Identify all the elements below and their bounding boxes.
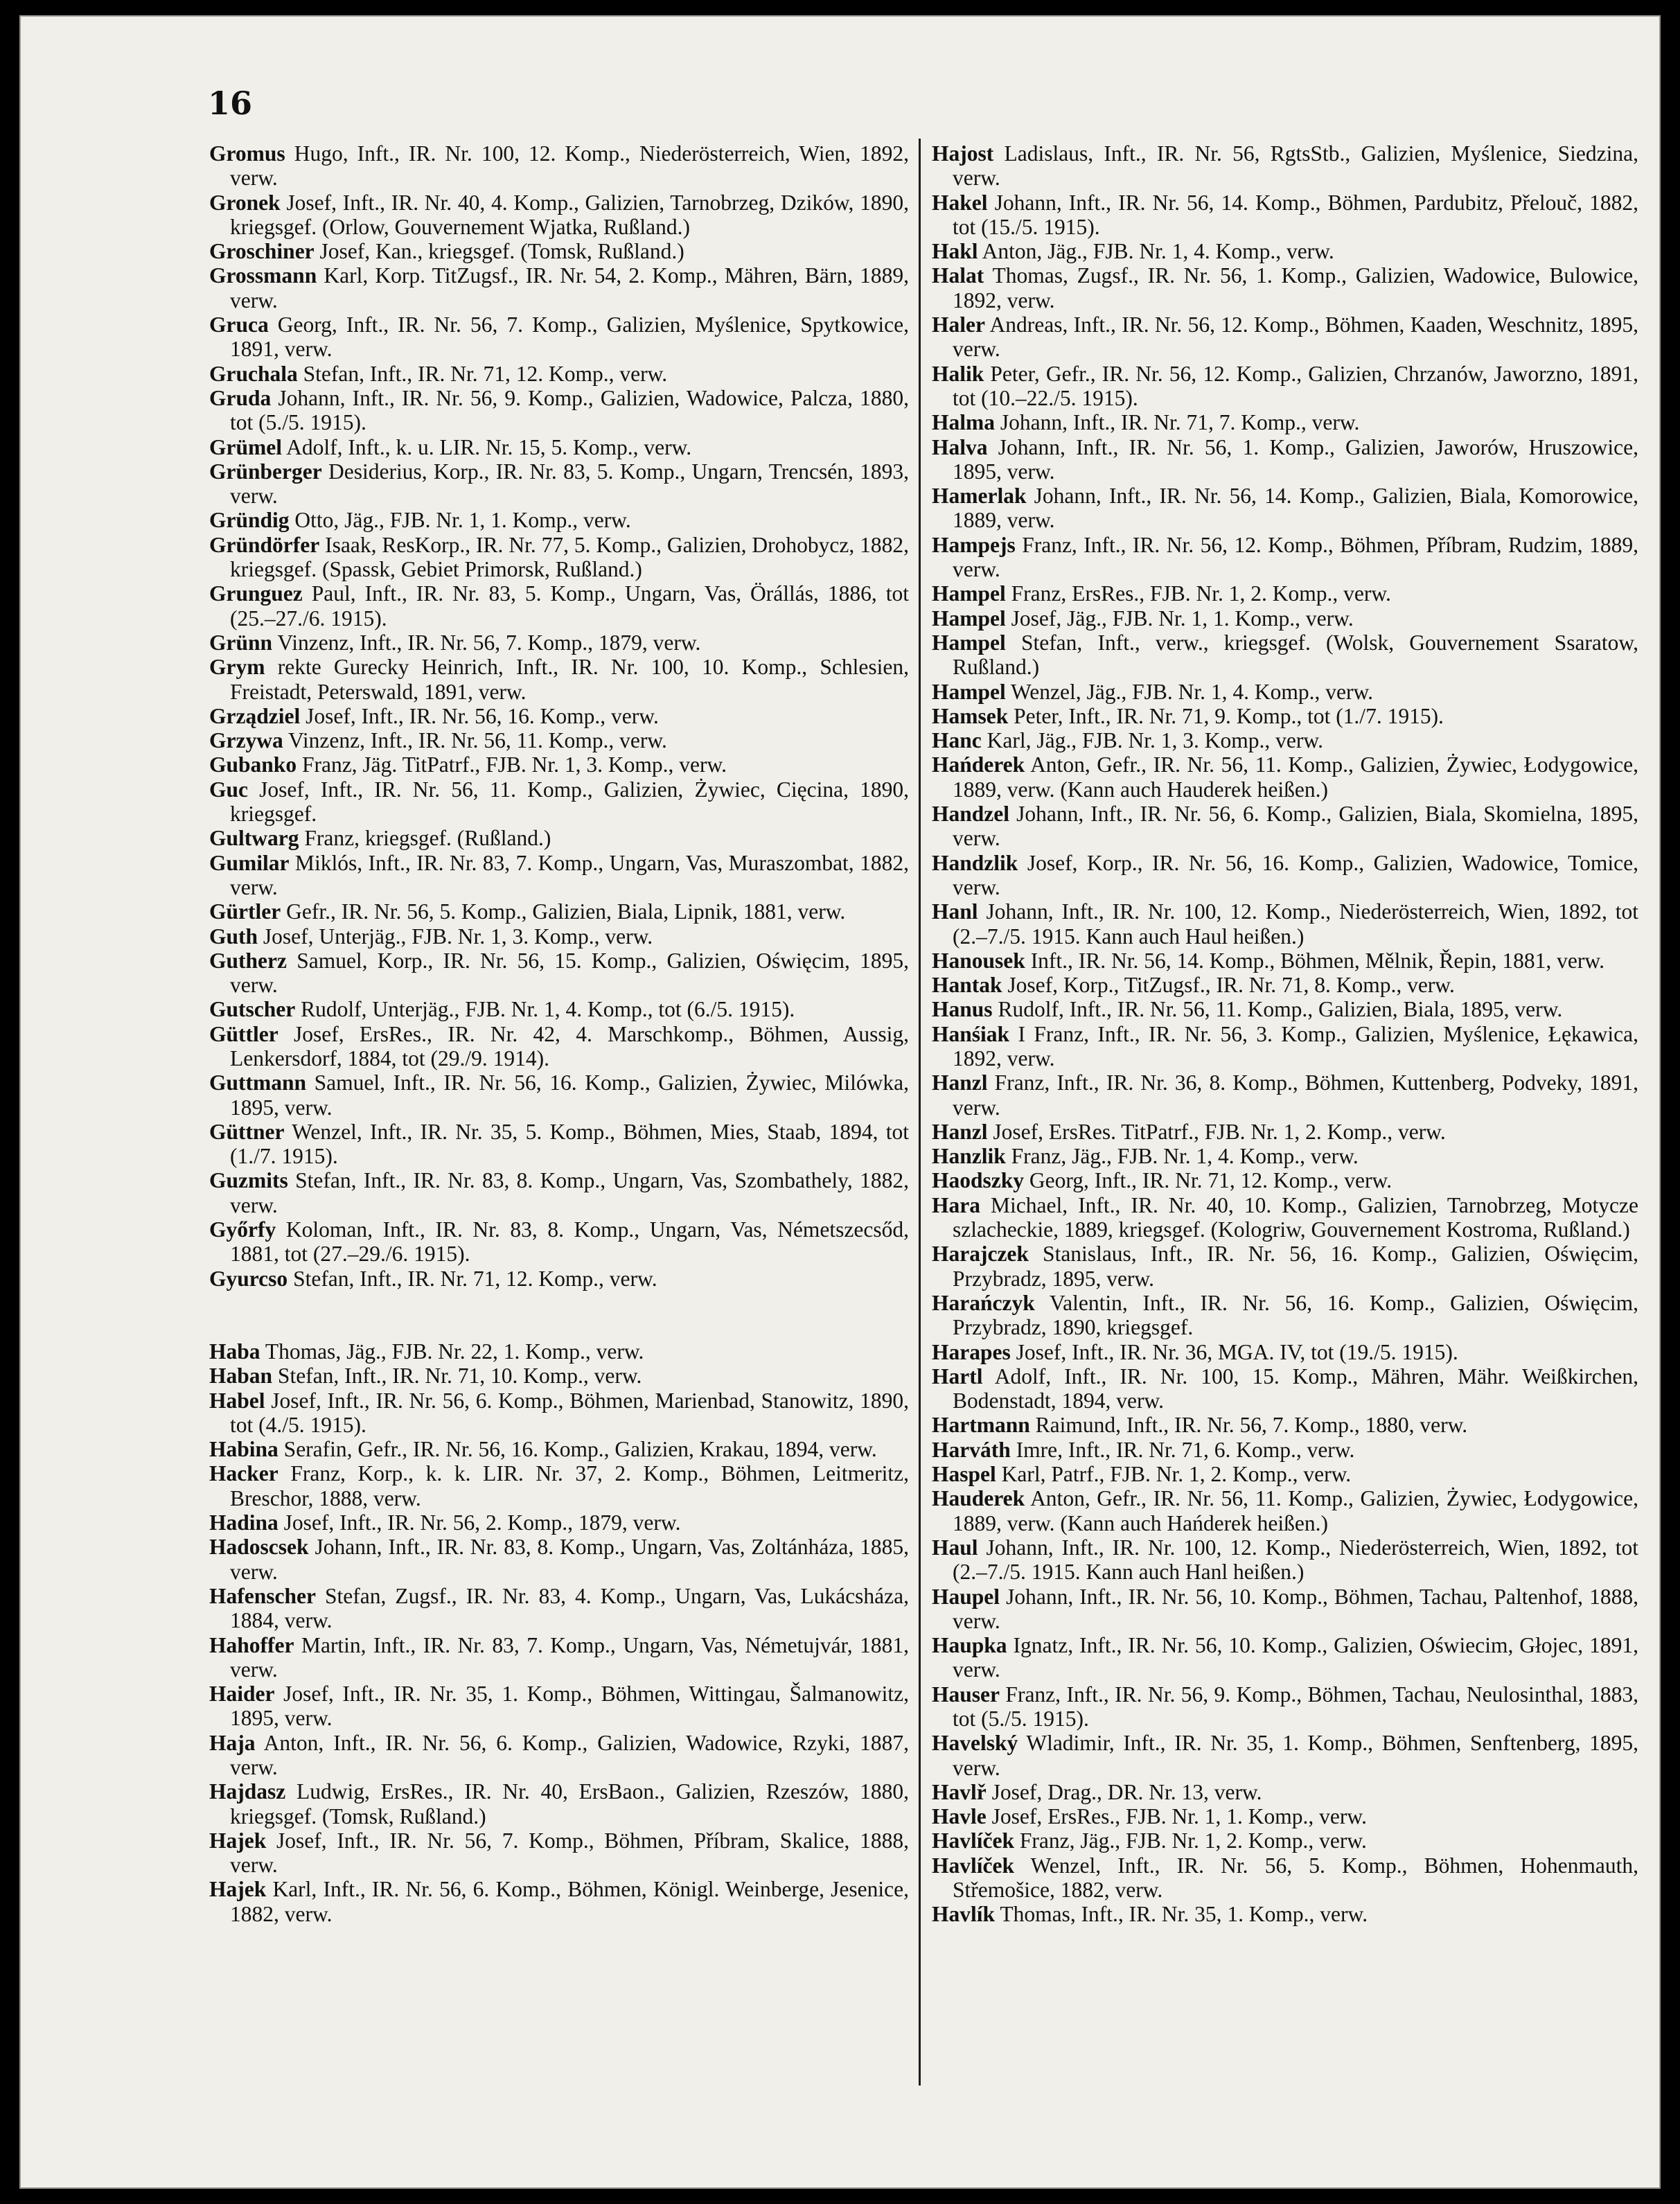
entry-surname: Hajek — [209, 1828, 267, 1853]
entry-surname: Hafenscher — [209, 1583, 316, 1608]
entry-surname: Hajek — [209, 1877, 267, 1902]
entry-surname: Güttler — [209, 1021, 278, 1046]
entry-surname: Hampejs — [932, 532, 1016, 557]
entry-details: Franz, ErsRes., FJB. Nr. 1, 2. Komp., verw. — [1005, 581, 1391, 606]
roster-entry — [209, 435, 909, 459]
roster-entry — [932, 899, 1638, 949]
roster-entry — [209, 631, 909, 655]
roster-entry — [932, 1804, 1638, 1828]
roster-entry — [932, 1828, 1638, 1853]
roster-entry — [932, 1902, 1638, 1926]
entry-details: Imre, Inft., IR. Nr. 71, 6. Komp., verw. — [1010, 1437, 1355, 1462]
entry-surname: Havlíček — [932, 1853, 1014, 1878]
entry-surname: Gromus — [209, 141, 285, 166]
entry-details: Josef, Drag., DR. Nr. 13, verw. — [986, 1779, 1262, 1804]
entry-surname: Haja — [209, 1730, 256, 1755]
roster-entry — [932, 1585, 1638, 1634]
roster-entry — [209, 728, 909, 752]
entry-surname: Havlík — [932, 1902, 996, 1927]
entry-details: Ladislaus, Inft., IR. Nr. 56, RgtsStb., Galizien, Myślenice, Siedzina, verw. — [953, 141, 1638, 191]
entry-details: Johann, Inft., IR. Nr. 100, 12. Komp., Niederösterreich, Wien, 1892, tot (2.–7./5. 1915. Kann auch Haul heißen.) — [953, 899, 1638, 949]
entry-details: Karl, Inft., IR. Nr. 56, 6. Komp., Böhmen, Königl. Weinberge, Jesenice, 1882, verw. — [230, 1877, 909, 1926]
roster-entry — [932, 1291, 1638, 1340]
entry-surname: Hampel — [932, 630, 1006, 655]
entry-surname: Grossmann — [209, 263, 317, 288]
roster-entry — [209, 362, 909, 386]
roster-entry — [932, 973, 1638, 997]
entry-surname: Hanzlik — [932, 1144, 1006, 1169]
entry-details: Josef, Inft., IR. Nr. 56, 16. Komp., verw. — [300, 703, 659, 728]
entry-details: Wenzel, Jäg., FJB. Nr. 1, 4. Komp., verw. — [1005, 679, 1374, 704]
roster-entry — [209, 1633, 909, 1682]
entry-surname: Haler — [932, 312, 985, 337]
entry-details: Stefan, Inft., IR. Nr. 71, 10. Komp., verw. — [272, 1364, 642, 1388]
roster-entry — [209, 386, 909, 435]
entry-details: Franz, Jäg., FJB. Nr. 1, 2. Komp., verw. — [1014, 1828, 1367, 1853]
roster-entry — [932, 435, 1638, 484]
entry-surname: Handzel — [932, 802, 1010, 827]
roster-entry — [209, 1120, 909, 1169]
roster-entry — [209, 263, 909, 312]
roster-entry — [209, 1168, 909, 1217]
entry-surname: Havlř — [932, 1779, 987, 1804]
roster-entry — [932, 1780, 1638, 1804]
roster-entry — [932, 484, 1638, 533]
entry-details: Josef, Unterjäg., FJB. Nr. 1, 3. Komp., verw. — [258, 924, 653, 949]
roster-entry — [209, 1828, 909, 1878]
entry-details: Franz, Korp., k. k. LIR. Nr. 37, 2. Komp., Böhmen, Leitmeritz, Breschor, 1888, verw. — [230, 1461, 909, 1510]
roster-entry — [209, 312, 909, 362]
entry-details: Anton, Gefr., IR. Nr. 56, 11. Komp., Galizien, Żywiec, Łodygowice, 1889, verw. (Kann auch Hauderek heißen.) — [953, 752, 1638, 802]
entry-surname: Groschiner — [209, 239, 315, 264]
entry-details: Johann, Inft., IR. Nr. 56, 9. Komp., Galizien, Wadowice, Palcza, 1880, tot (5./5. 1915). — [230, 385, 909, 435]
roster-entry — [209, 1339, 909, 1364]
roster-entry — [932, 704, 1638, 728]
entry-details: Valentin, Inft., IR. Nr. 56, 16. Komp., Galizien, Oświęcim, Przybradz, 1890, kriegsgef. — [953, 1290, 1638, 1340]
entry-surname: Hampel — [932, 581, 1006, 606]
entry-details: Thomas, Inft., IR. Nr. 35, 1. Komp., verw. — [995, 1902, 1368, 1927]
entry-details: Anton, Inft., IR. Nr. 56, 6. Komp., Galizien, Wadowice, Rzyki, 1887, verw. — [230, 1730, 909, 1779]
roster-entry — [932, 1193, 1638, 1242]
entry-details: Johann, Inft., IR. Nr. 100, 12. Komp., Niederösterreich, Wien, 1892, tot (2.–7./5. 1915. Kann auch Hanl heißen.) — [953, 1535, 1638, 1585]
entry-surname: Hanzl — [932, 1119, 988, 1144]
entry-details: Anton, Jäg., FJB. Nr. 1, 4. Komp., verw. — [978, 239, 1334, 264]
roster-entry — [932, 1070, 1638, 1120]
entry-details: Peter, Inft., IR. Nr. 71, 9. Komp., tot (1./7. 1915). — [1008, 703, 1444, 728]
roster-entry — [209, 239, 909, 263]
entry-surname: Grządziel — [209, 703, 301, 728]
entry-surname: Havlíček — [932, 1828, 1014, 1853]
entry-surname: Hanousek — [932, 948, 1025, 973]
entry-surname: Hamsek — [932, 703, 1009, 728]
entry-details: Josef, Inft., IR. Nr. 56, 6. Komp., Böhmen, Marienbad, Stanowitz, 1890, tot (4./5. 1915). — [230, 1388, 909, 1437]
roster-entry — [209, 704, 909, 728]
entry-surname: Haul — [932, 1535, 978, 1560]
roster-entry — [932, 1535, 1638, 1585]
entry-surname: Hartmann — [932, 1413, 1030, 1438]
entry-details: Franz, Inft., IR. Nr. 56, 9. Komp., Böhmen, Tachau, Neulosinthal, 1883, tot (5./5. 1915). — [953, 1682, 1638, 1731]
entry-surname: Hanl — [932, 899, 978, 924]
entry-surname: Habel — [209, 1388, 265, 1413]
roster-entry — [209, 924, 909, 949]
entry-surname: Halik — [932, 361, 984, 386]
roster-entry — [932, 752, 1638, 802]
entry-surname: Handzlik — [932, 850, 1018, 875]
roster-entry — [932, 949, 1638, 973]
entry-surname: Gultwarg — [209, 826, 299, 851]
roster-entry — [209, 141, 909, 191]
entry-surname: Harváth — [932, 1437, 1011, 1462]
entry-surname: Habina — [209, 1437, 278, 1462]
entry-details: Koloman, Inft., IR. Nr. 83, 8. Komp., Ungarn, Vas, Németszecsőd, 1881, tot (27.–29./6. 1915). — [230, 1217, 909, 1267]
entry-details: Adolf, Inft., k. u. LIR. Nr. 15, 5. Komp., verw. — [281, 434, 692, 459]
roster-entry — [209, 459, 909, 509]
entry-details: I Franz, Inft., IR. Nr. 56, 3. Komp., Galizien, Myślenice, Łękawica, 1892, verw. — [953, 1021, 1638, 1070]
roster-entry — [932, 1242, 1638, 1291]
entry-details: Otto, Jäg., FJB. Nr. 1, 1. Komp., verw. — [289, 508, 631, 533]
entry-surname: Grzywa — [209, 728, 283, 753]
entry-details: Inft., IR. Nr. 56, 14. Komp., Böhmen, Mělnik, Řepin, 1881, verw. — [1025, 948, 1604, 973]
roster-entry — [932, 1486, 1638, 1535]
roster-entry — [932, 1022, 1638, 1071]
roster-entry — [932, 191, 1638, 240]
entry-details: Johann, Inft., IR. Nr. 56, 6. Komp., Galizien, Biala, Skomielna, 1895, verw. — [953, 802, 1638, 851]
entry-surname: Hanc — [932, 728, 982, 753]
register-page — [19, 15, 1661, 2189]
entry-surname: Hahoffer — [209, 1632, 294, 1657]
right-column — [932, 141, 1638, 1927]
entry-surname: Grünn — [209, 630, 273, 655]
entry-details: Rudolf, Unterjäg., FJB. Nr. 1, 4. Komp., tot (6./5. 1915). — [295, 997, 795, 1022]
entry-details: Stefan, Inft., IR. Nr. 83, 8. Komp., Ungarn, Vas, Szombathely, 1882, verw. — [230, 1168, 909, 1217]
entry-details: Josef, Kan., kriegsgef. (Tomsk, Rußland.) — [314, 239, 684, 264]
entry-details: Josef, Inft., IR. Nr. 36, MGA. IV, tot (19./5. 1915). — [1010, 1339, 1458, 1364]
entry-details: Wenzel, Inft., IR. Nr. 56, 5. Komp., Böhmen, Hohenmauth, Střemošice, 1882, verw. — [953, 1853, 1638, 1903]
roster-entry — [209, 752, 909, 777]
page-number: 16 — [208, 85, 253, 122]
entry-details: Stefan, Zugsf., IR. Nr. 83, 4. Komp., Ungarn, Vas, Lukácsháza, 1884, verw. — [230, 1583, 909, 1633]
entry-surname: Guth — [209, 924, 258, 949]
entry-surname: Gyurcso — [209, 1266, 288, 1291]
roster-entry — [209, 1877, 909, 1926]
entry-surname: Hadina — [209, 1510, 278, 1535]
entry-surname: Haupel — [932, 1584, 1000, 1609]
roster-entry — [932, 1462, 1638, 1486]
roster-entry — [932, 680, 1638, 704]
entry-surname: Haban — [209, 1364, 273, 1388]
roster-entry — [209, 1682, 909, 1731]
entry-surname: Guc — [209, 777, 249, 802]
entry-surname: Havelský — [932, 1731, 1018, 1756]
roster-entry — [932, 312, 1638, 362]
entry-surname: Hanus — [932, 997, 993, 1022]
roster-entry — [209, 1267, 909, 1291]
entry-details: Johann, Inft., IR. Nr. 56, 1. Komp., Galizien, Jaworów, Hruszowice, 1895, verw. — [953, 434, 1638, 484]
entry-surname: Halma — [932, 410, 995, 435]
entry-details: Martin, Inft., IR. Nr. 83, 7. Komp., Ungarn, Vas, Németujvár, 1881, verw. — [230, 1632, 909, 1682]
entry-details: Johann, Inft., IR. Nr. 71, 7. Komp., verw. — [995, 410, 1360, 435]
entry-surname: Haupka — [932, 1633, 1007, 1658]
entry-details: Franz, Jäg., FJB. Nr. 1, 4. Komp., verw. — [1005, 1144, 1359, 1169]
entry-details: Josef, Jäg., FJB. Nr. 1, 1. Komp., verw. — [1005, 606, 1354, 631]
roster-entry — [932, 263, 1638, 312]
entry-details: Johann, Inft., IR. Nr. 56, 14. Komp., Böhmen, Pardubitz, Přelouč, 1882, tot (15./5. 1915). — [953, 190, 1638, 239]
roster-entry — [932, 410, 1638, 434]
entry-surname: Grym — [209, 655, 265, 680]
entry-surname: Hantak — [932, 973, 1002, 998]
roster-entry — [932, 1731, 1638, 1780]
entry-surname: Hanzl — [932, 1070, 988, 1095]
roster-entry — [932, 1413, 1638, 1437]
roster-entry — [932, 1682, 1638, 1731]
entry-surname: Guzmits — [209, 1168, 288, 1193]
entry-surname: Güttner — [209, 1119, 285, 1144]
entry-surname: Grünberger — [209, 459, 322, 484]
section-h-entries — [209, 1339, 909, 1926]
entry-details: Josef, Korp., TitZugsf., IR. Nr. 71, 8. Komp., verw. — [1002, 973, 1455, 998]
roster-entry — [932, 581, 1638, 606]
roster-entry — [932, 1438, 1638, 1462]
entry-details: Samuel, Inft., IR. Nr. 56, 16. Komp., Galizien, Żywiec, Milówka, 1895, verw. — [230, 1070, 909, 1120]
roster-entry — [932, 802, 1638, 851]
entry-surname: Gumilar — [209, 850, 290, 875]
roster-entry — [209, 1364, 909, 1388]
roster-entry — [932, 1340, 1638, 1364]
roster-entry — [209, 777, 909, 827]
entry-details: Wladimir, Inft., IR. Nr. 35, 1. Komp., Böhmen, Senftenberg, 1895, verw. — [953, 1731, 1638, 1780]
entry-surname: Haba — [209, 1339, 260, 1364]
entry-surname: Hakl — [932, 239, 978, 264]
left-column — [209, 141, 909, 1926]
entry-surname: Gronek — [209, 190, 281, 215]
entry-surname: Gürtler — [209, 899, 281, 924]
entry-surname: Hańderek — [932, 752, 1025, 777]
roster-entry — [209, 1461, 909, 1510]
roster-entry — [932, 239, 1638, 263]
roster-entry — [209, 581, 909, 631]
roster-entry — [932, 362, 1638, 411]
entry-surname: Guttmann — [209, 1070, 307, 1095]
entry-surname: Gründig — [209, 508, 290, 533]
roster-entry — [932, 1853, 1638, 1903]
roster-entry — [932, 997, 1638, 1021]
entry-details: Franz, Jäg. TitPatrf., FJB. Nr. 1, 3. Komp., verw. — [297, 752, 727, 777]
entry-details: Stanislaus, Inft., IR. Nr. 56, 16. Komp., Galizien, Oświęcim, Przybradz, 1895, verw. — [953, 1242, 1638, 1291]
entry-surname: Gutscher — [209, 997, 296, 1022]
roster-entry — [932, 141, 1638, 191]
entry-details: Rudolf, Inft., IR. Nr. 56, 11. Komp., Galizien, Biala, 1895, verw. — [992, 997, 1563, 1022]
entry-surname: Halat — [932, 263, 984, 288]
roster-entry — [209, 1731, 909, 1780]
entry-details: Vinzenz, Inft., IR. Nr. 56, 7. Komp., 1879, verw. — [272, 630, 701, 655]
entry-details: Gefr., IR. Nr. 56, 5. Komp., Galizien, Biala, Lipnik, 1881, verw. — [281, 899, 846, 924]
entry-details: Josef, Inft., IR. Nr. 40, 4. Komp., Galizien, Tarnobrzeg, Dzików, 1890, kriegsgef. (Orlow, Gouvernement Wjatka, Rußland.) — [230, 190, 909, 239]
entry-details: Franz, Inft., IR. Nr. 56, 12. Komp., Böhmen, Příbram, Rudzim, 1889, verw. — [953, 532, 1638, 582]
right-column-entries — [932, 141, 1638, 1927]
roster-entry — [932, 631, 1638, 680]
roster-entry — [209, 508, 909, 532]
entry-details: Georg, Inft., IR. Nr. 71, 12. Komp., verw. — [1024, 1168, 1392, 1193]
roster-entry — [932, 1633, 1638, 1682]
roster-entry — [932, 1168, 1638, 1192]
entry-details: Serafin, Gefr., IR. Nr. 56, 16. Komp., Galizien, Krakau, 1894, verw. — [278, 1437, 877, 1462]
entry-details: rekte Gurecky Heinrich, Inft., IR. Nr. 100, 10. Komp., Schlesien, Freistadt, Peterswald, 1891, verw. — [230, 655, 909, 704]
entry-details: Isaak, ResKorp., IR. Nr. 77, 5. Komp., Galizien, Drohobycz, 1882, kriegsgef. (Spassk, Gebiet Primorsk, Rußland.) — [230, 532, 909, 582]
entry-surname: Gruca — [209, 312, 269, 337]
entry-details: Josef, ErsRes., IR. Nr. 42, 4. Marschkomp., Böhmen, Aussig, Lenkersdorf, 1884, tot (29./9. 1914). — [230, 1021, 909, 1070]
entry-details: Samuel, Korp., IR. Nr. 56, 15. Komp., Galizien, Oświęcim, 1895, verw. — [230, 948, 909, 998]
entry-details: Josef, Inft., IR. Nr. 56, 11. Komp., Galizien, Żywiec, Cięcina, 1890, kriegsgef. — [230, 777, 909, 827]
entry-details: Franz, Inft., IR. Nr. 36, 8. Komp., Böhmen, Kuttenberg, Podveky, 1891, verw. — [953, 1070, 1638, 1120]
entry-details: Ignatz, Inft., IR. Nr. 56, 10. Komp., Galizien, Oświecim, Głojec, 1891, verw. — [953, 1633, 1638, 1682]
entry-surname: Gutherz — [209, 948, 287, 973]
roster-entry — [932, 851, 1638, 900]
entry-surname: Hakel — [932, 190, 988, 215]
roster-entry — [932, 1120, 1638, 1144]
entry-details: Wenzel, Inft., IR. Nr. 35, 5. Komp., Böhmen, Mies, Staab, 1894, tot (1./7. 1915). — [230, 1119, 909, 1169]
roster-entry — [932, 1364, 1638, 1413]
roster-entry — [209, 1388, 909, 1438]
entry-surname: Haspel — [932, 1462, 996, 1487]
entry-details: Johann, Inft., IR. Nr. 56, 14. Komp., Galizien, Biala, Komorowice, 1889, verw. — [953, 484, 1638, 533]
roster-entry — [209, 826, 909, 850]
entry-surname: Haider — [209, 1682, 275, 1707]
entry-surname: Hanśiak — [932, 1021, 1010, 1046]
entry-surname: Havle — [932, 1804, 987, 1829]
roster-entry — [932, 533, 1638, 582]
entry-surname: Hajost — [932, 141, 994, 166]
roster-entry — [209, 899, 909, 924]
entry-details: Josef, ErsRes., FJB. Nr. 1, 1. Komp., verw. — [986, 1804, 1367, 1829]
entry-surname: Hamerlak — [932, 484, 1027, 509]
entry-details: Stefan, Inft., IR. Nr. 71, 12. Komp., verw. — [288, 1266, 657, 1291]
roster-entry — [932, 1144, 1638, 1168]
roster-entry — [209, 1022, 909, 1071]
entry-surname: Hara — [932, 1192, 980, 1217]
entry-details: Hugo, Inft., IR. Nr. 100, 12. Komp., Niederösterreich, Wien, 1892, verw. — [230, 141, 909, 191]
entry-details: Johann, Inft., IR. Nr. 56, 10. Komp., Böhmen, Tachau, Paltenhof, 1888, verw. — [953, 1584, 1638, 1633]
entry-details: Vinzenz, Inft., IR. Nr. 56, 11. Komp., verw. — [283, 728, 667, 753]
entry-details: Karl, Patrf., FJB. Nr. 1, 2. Komp., verw. — [996, 1462, 1352, 1487]
entry-surname: Gruda — [209, 385, 272, 410]
entry-details: Josef, Inft., IR. Nr. 56, 2. Komp., 1879, verw. — [278, 1510, 681, 1535]
roster-entry — [209, 997, 909, 1021]
entry-surname: Hadoscsek — [209, 1535, 309, 1560]
entry-surname: Harańczyk — [932, 1290, 1035, 1315]
entry-details: Georg, Inft., IR. Nr. 56, 7. Komp., Galizien, Myślenice, Spytkowice, 1891, verw. — [230, 312, 909, 362]
entry-surname: Hartl — [932, 1364, 983, 1388]
entry-details: Ludwig, ErsRes., IR. Nr. 40, ErsBaon., Galizien, Rzeszów, 1880, kriegsgef. (Tomsk, Rußland.) — [230, 1779, 909, 1828]
roster-entry — [932, 606, 1638, 631]
roster-entry — [209, 1070, 909, 1120]
entry-surname: Hampel — [932, 679, 1006, 704]
entry-surname: Halva — [932, 434, 988, 459]
entry-details: Josef, Inft., IR. Nr. 56, 7. Komp., Böhmen, Příbram, Skalice, 1888, verw. — [230, 1828, 909, 1878]
roster-entry — [209, 655, 909, 704]
entry-surname: Hauderek — [932, 1486, 1025, 1511]
entry-details: Josef, Korp., IR. Nr. 56, 16. Komp., Galizien, Wadowice, Tomice, verw. — [953, 850, 1638, 899]
entry-details: Paul, Inft., IR. Nr. 83, 5. Komp., Ungarn, Vas, Örállás, 1886, tot (25.–27./6. 1915). — [230, 581, 909, 631]
section-gap — [209, 1291, 909, 1339]
column-divider — [919, 139, 921, 2086]
entry-surname: Gründörfer — [209, 532, 320, 557]
entry-surname: Gruchala — [209, 361, 298, 386]
entry-details: Josef, Inft., IR. Nr. 35, 1. Komp., Böhmen, Wittingau, Šalmanowitz, 1895, verw. — [230, 1682, 909, 1731]
entry-details: Andreas, Inft., IR. Nr. 56, 12. Komp., Böhmen, Kaaden, Weschnitz, 1895, verw. — [953, 312, 1638, 362]
entry-details: Michael, Inft., IR. Nr. 40, 10. Komp., Galizien, Tarnobrzeg, Motycze szlacheckie, 1889, kriegsgef. (Kologriw, Gouvernement Kostroma, Rußland.) — [953, 1192, 1638, 1242]
entry-details: Desiderius, Korp., IR. Nr. 83, 5. Komp., Ungarn, Trencsén, 1893, verw. — [230, 459, 909, 509]
roster-entry — [932, 728, 1638, 752]
entry-surname: Grunguez — [209, 581, 303, 606]
entry-surname: Hampel — [932, 606, 1006, 631]
entry-details: Franz, kriegsgef. (Rußland.) — [299, 826, 551, 851]
entry-details: Peter, Gefr., IR. Nr. 56, 12. Komp., Galizien, Chrzanów, Jaworzno, 1891, tot (10.–22./5. 1915). — [953, 361, 1638, 410]
entry-details: Thomas, Jäg., FJB. Nr. 22, 1. Komp., verw. — [260, 1339, 644, 1364]
roster-entry — [209, 1584, 909, 1633]
roster-entry — [209, 191, 909, 240]
entry-details: Johann, Inft., IR. Nr. 83, 8. Komp., Ungarn, Vas, Zoltánháza, 1885, verw. — [230, 1535, 909, 1584]
entry-details: Josef, ErsRes. TitPatrf., FJB. Nr. 1, 2. Komp., verw. — [987, 1119, 1446, 1144]
entry-surname: Hajdasz — [209, 1779, 286, 1804]
roster-entry — [209, 851, 909, 900]
entry-surname: Hacker — [209, 1461, 278, 1486]
entry-surname: Győrfy — [209, 1217, 276, 1242]
entry-details: Miklós, Inft., IR. Nr. 83, 7. Komp., Ungarn, Vas, Muraszombat, 1882, verw. — [230, 850, 909, 899]
entry-surname: Gubanko — [209, 752, 297, 777]
entry-details: Stefan, Inft., IR. Nr. 71, 12. Komp., verw. — [297, 361, 668, 386]
entry-surname: Harajczek — [932, 1242, 1029, 1267]
roster-entry — [209, 1217, 909, 1267]
entry-surname: Harapes — [932, 1339, 1011, 1364]
roster-entry — [209, 1437, 909, 1461]
roster-entry — [209, 1510, 909, 1535]
section-g-entries — [209, 141, 909, 1291]
entry-details: Raimund, Inft., IR. Nr. 56, 7. Komp., 1880, verw. — [1029, 1413, 1468, 1438]
roster-entry — [209, 533, 909, 582]
entry-details: Adolf, Inft., IR. Nr. 100, 15. Komp., Mähren, Mähr. Weißkirchen, Bodenstadt, 1894, verw. — [953, 1364, 1638, 1413]
entry-details: Anton, Gefr., IR. Nr. 56, 11. Komp., Galizien, Żywiec, Łodygowice, 1889, verw. (Kann auch Hańderek heißen.) — [953, 1486, 1638, 1535]
entry-details: Thomas, Zugsf., IR. Nr. 56, 1. Komp., Galizien, Wadowice, Bulowice, 1892, verw. — [953, 263, 1638, 312]
entry-details: Stefan, Inft., verw., kriegsgef. (Wolsk, Gouvernement Ssaratow, Rußland.) — [953, 630, 1638, 680]
entry-surname: Hauser — [932, 1682, 1000, 1707]
entry-details: Karl, Jäg., FJB. Nr. 1, 3. Komp., verw. — [981, 728, 1323, 753]
roster-entry — [209, 949, 909, 998]
entry-surname: Grümel — [209, 434, 282, 459]
entry-surname: Haodszky — [932, 1168, 1025, 1193]
entry-details: Karl, Korp. TitZugsf., IR. Nr. 54, 2. Komp., Mähren, Bärn, 1889, verw. — [230, 263, 909, 312]
roster-entry — [209, 1535, 909, 1584]
roster-entry — [209, 1779, 909, 1828]
